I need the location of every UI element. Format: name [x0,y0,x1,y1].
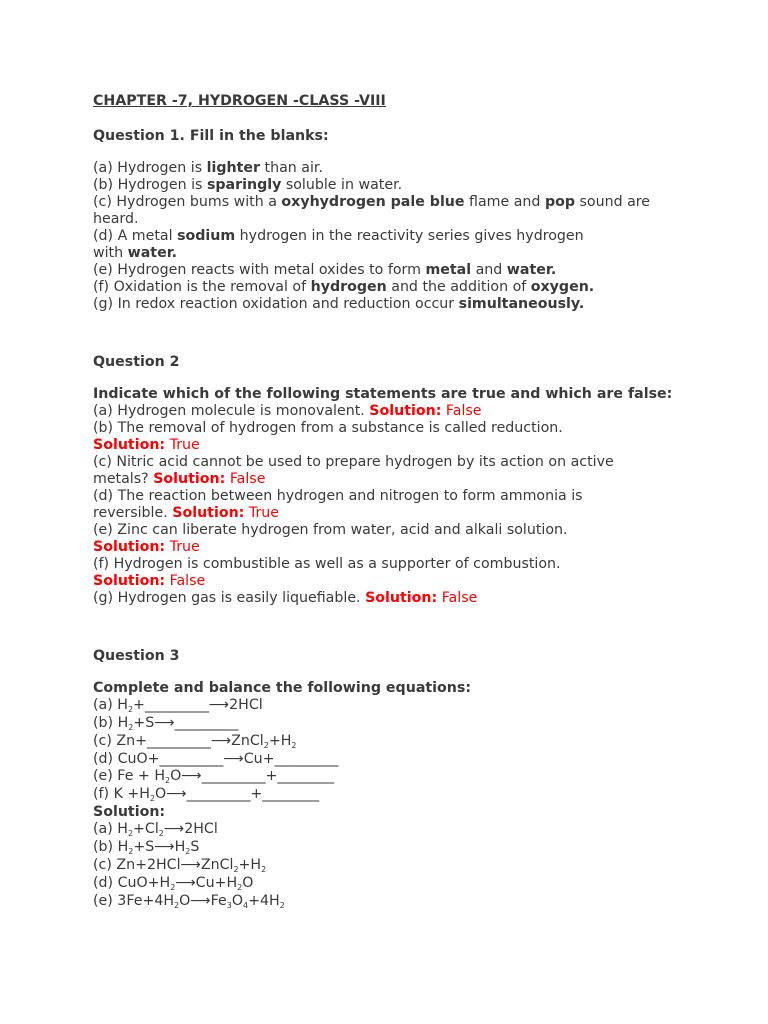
q2-item-c: (c) Nitric acid cannot be used to prepare hydrogen by its action on active metals? Solution: False [93,454,614,487]
q3-solution-d: (d) $CuO+H_2⟶Cu+H_2O$ [93,875,254,892]
q2-item-e: (e) Zinc can liberate hydrogen from water, acid and alkali solution. Solution: True [93,522,568,555]
q2-item-b: (b) The removal of hydrogen from a substance is called reduction. Solution: True [93,420,563,453]
question-2-heading: Question 2 [93,354,180,370]
q1-item-d: (d) A metal sodium hydrogen in the reactivity series gives hydrogen with water. [93,228,584,261]
q3-solution-a: (a) $H_2+Cl_2⟶2HCl$ [93,821,218,838]
q3-equation-e: (e) $Fe + H_2O⟶\_\_\_\_\_\_\_\_\_+\_\_\_\_\_\_\_\_$ [93,768,335,785]
q2-item-f: (f) Hydrogen is combustible as well as a supporter of combustion. Solution: False [93,556,561,589]
q3-solution-c: (c) $Zn+2HCl⟶ZnCl_2+H_2$ [93,857,267,874]
q3-solution-heading: Solution: [93,804,166,820]
q3-solution-b: (b) $H_2+S⟶H_2S$ [93,839,200,856]
q2-item-g: (g) Hydrogen gas is easily liquefiable. Solution: False [93,590,478,606]
q3-equation-b: (b) $H_2+S⟶\_\_\_\_\_\_\_\_\_$ [93,715,239,732]
q1-item-c: (c) Hydrogen bums with a oxyhydrogen pale blue flame and pop sound are heard. [93,194,651,227]
document-body [93,91,693,911]
q3-equation-a: (a) $H_2+\_\_\_\_\_\_\_\_\_⟶2HCl$ [93,697,263,714]
q3-equation-f: (f) $K +H_2O⟶\_\_\_\_\_\_\_\_\_+\_\_\_\_\_\_\_\_$ [93,786,320,803]
q3-equation-c: (c) $Zn+\_\_\_\_\_\_\_\_\_⟶ZnCl_2+H_2$ [93,733,297,750]
q3-equation-d: (d) CuO+_________⟶Cu+_________ [93,751,339,767]
q1-item-a: (a) Hydrogen is lighter than air. [93,160,323,176]
question-2-subheading: Indicate which of the following statements are true and which are false: [93,386,673,402]
question-1-heading: Question 1. Fill in the blanks: [93,128,329,144]
q1-item-f: (f) Oxidation is the removal of hydrogen and the addition of oxygen. [93,279,595,295]
q2-item-a: (a) Hydrogen molecule is monovalent. Solution: False [93,403,482,419]
q1-item-b: (b) Hydrogen is sparingly soluble in water. [93,177,403,193]
document-title: CHAPTER -7, HYDROGEN -CLASS -VIII [93,93,386,109]
q3-solution-e: (e) $3Fe+4H_2O⟶Fe_3O_4+4H_2$ [93,893,285,910]
q1-item-e: (e) Hydrogen reacts with metal oxides to form metal and water. [93,262,557,278]
q1-item-g: (g) In redox reaction oxidation and reduction occur simultaneously. [93,296,585,312]
q2-item-d: (d) The reaction between hydrogen and nitrogen to form ammonia is reversible. Solution: True [93,488,583,521]
question-3-subheading: Complete and balance the following equations: [93,680,471,696]
question-3-heading: Question 3 [93,648,180,664]
